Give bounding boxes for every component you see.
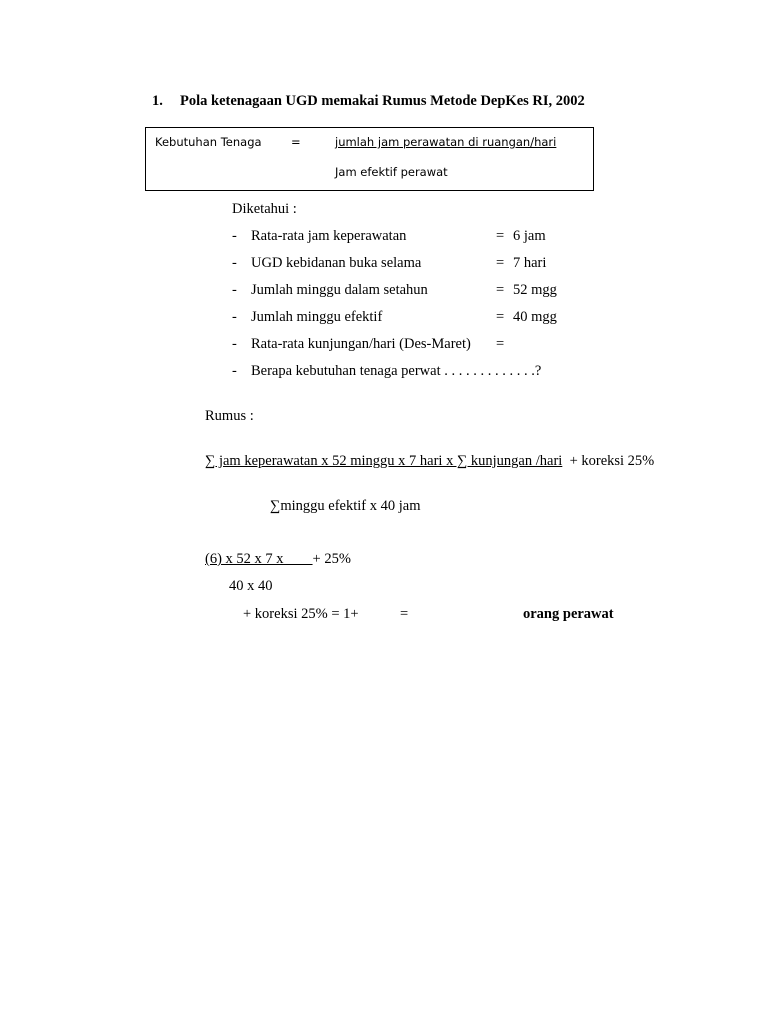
rumus-numerator-line [205,454,654,469]
rumus-numerator: ∑ jam keperawatan x 52 minggu x 7 hari x ∑ kunjungan /hari [205,453,563,469]
calc-numerator: (6) x 52 x 7 x [205,551,313,567]
formula-box [145,127,594,191]
rumus-title: Rumus : [205,408,254,424]
calc-correction: + 25% [312,551,351,567]
calc-correction-line: + koreksi 25% = 1+ [243,606,359,622]
formula-equals: = [291,135,301,149]
formula-label: Kebutuhan Tenaga [155,135,262,149]
rumus-denominator: ∑minggu efektif x 40 jam [270,498,421,514]
list-equals: = [496,255,505,271]
calc-denominator: 40 x 40 [229,578,273,594]
list-dash: - [232,363,237,379]
calc-line-1 [205,552,351,567]
list-equals: = [496,309,505,325]
list-dash: - [232,309,237,325]
list-dash: - [232,255,237,271]
formula-numerator: jumlah jam perawatan di ruangan/hari [335,135,557,149]
heading-text: Pola ketenagaan UGD memakai Rumus Metode DepKes RI, 2002 [180,93,585,109]
calc-result: orang perawat [523,606,614,622]
formula-denominator: Jam efektif perawat [335,165,448,179]
list-dash: - [232,228,237,244]
list-equals: = [496,336,505,352]
heading-number: 1. [152,93,163,109]
list-label: Rata-rata kunjungan/hari (Des-Maret) [251,336,471,352]
list-equals: = [496,282,505,298]
list-dash: - [232,336,237,352]
list-value: 7 hari [513,255,547,271]
list-label: Rata-rata jam keperawatan [251,228,407,244]
list-value: 6 jam [513,228,546,244]
list-equals: = [496,228,505,244]
list-value: 52 mgg [513,282,557,298]
calc-equals: = [400,606,409,622]
list-label: Berapa kebutuhan tenaga perwat . . . . . . . . . . . . .? [251,363,542,379]
list-label: Jumlah minggu efektif [251,309,383,325]
list-dash: - [232,282,237,298]
list-label: UGD kebidanan buka selama [251,255,422,271]
list-value: 40 mgg [513,309,557,325]
rumus-correction: + koreksi 25% [562,453,655,469]
list-label: Jumlah minggu dalam setahun [251,282,428,298]
known-title: Diketahui : [232,201,297,217]
section-heading [152,94,585,109]
